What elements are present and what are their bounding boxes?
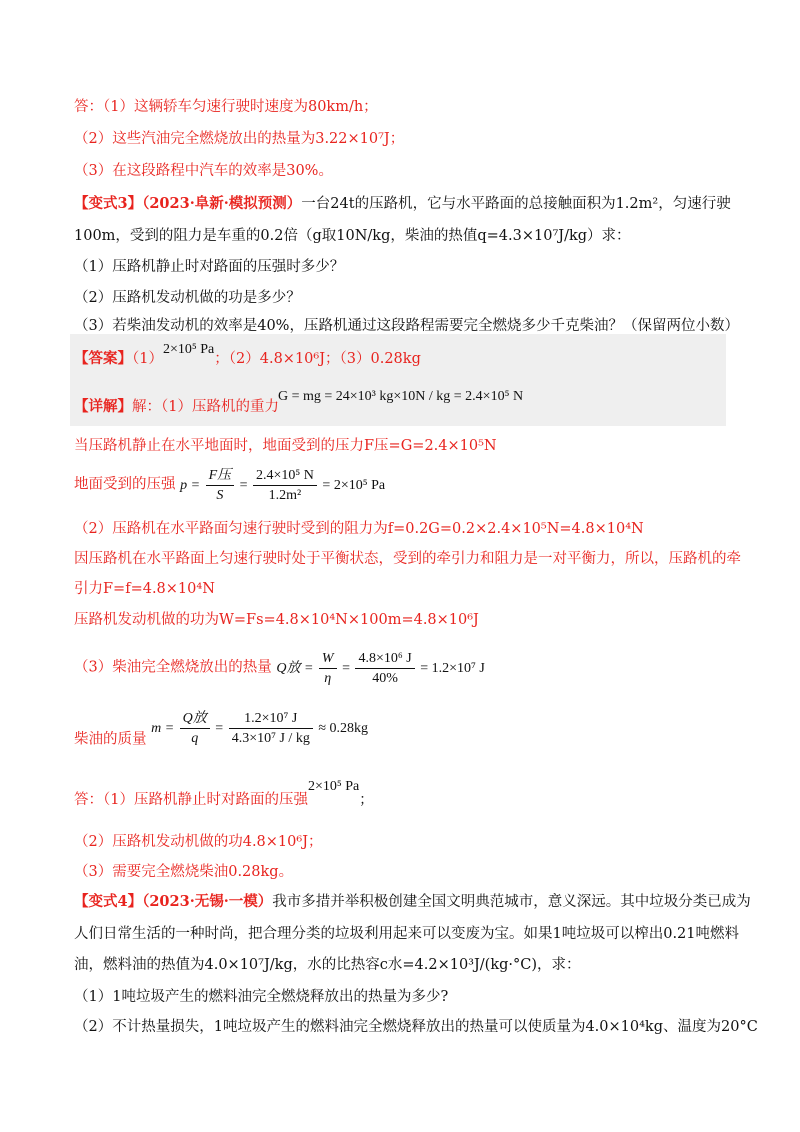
step-2-label: 地面受到的压强	[74, 476, 176, 493]
answer-line-1: 答：（1）这辆轿车匀速行驶时速度为80km/h；	[74, 99, 378, 115]
variant-3-header	[74, 194, 731, 214]
step-7-label: 柴油的质量	[74, 731, 147, 748]
final-answer-1-pressure: 2×10⁵ Pa	[307, 779, 360, 794]
pressure-eq-right: = 2×10⁵ Pa	[322, 477, 386, 493]
heat-frac-2-num: 4.8×10⁶ J	[355, 650, 414, 669]
mass-eq-left: m =	[151, 720, 175, 736]
step-4: 因压路机在水平路面上匀速行驶时处于平衡状态，受到的牵引力和阻力是一对平衡力，所以，压路机的牵	[74, 551, 741, 567]
variant-4-source: （2023·无锡·一模）	[142, 893, 273, 910]
step-2	[74, 467, 385, 504]
variant-3-text-2: 100m，受到的阻力是车重的0.2倍（g取10N/kg，柴油的热值q=4.3×10⁷J/kg）求：	[74, 228, 631, 244]
final-answer-1-text: 答：（1）压路机静止时对路面的压强	[74, 792, 308, 808]
question-2: （2）压路机发动机做的功是多少？	[74, 290, 301, 306]
answer-line-2: （2）这些汽油完全燃烧放出的热量为3.22×10⁷J；	[74, 131, 405, 147]
step-6-label: （3）柴油完全燃烧放出的热量	[74, 659, 272, 676]
step-7	[74, 711, 369, 759]
answer-tag: 【答案】	[74, 350, 132, 367]
heat-frac-2	[355, 650, 414, 687]
mass-frac-1-den: q	[191, 731, 199, 746]
pressure-frac-2-den: 1.2m²	[268, 488, 302, 503]
heat-eq-right: = 1.2×10⁷ J	[420, 660, 485, 676]
step-4b: 引力F=f=4.8×10⁴N	[74, 581, 215, 597]
variant-4-tag: 【变式4】	[74, 893, 143, 910]
heat-frac-1-num: W	[319, 650, 337, 669]
variant-3-text: 一台24t的压路机，它与水平路面的总接触面积为1.2m²，匀速行驶	[301, 196, 731, 212]
answer-line-3: （3）在这段路程中汽车的效率是30%。	[74, 163, 333, 179]
answer-pressure: 2×10⁵ Pa	[162, 342, 215, 357]
step-1: 当压路机静止在水平地面时，地面受到的压力F压=G=2.4×10⁵N	[74, 438, 497, 454]
mass-frac-2-num: 1.2×10⁷ J	[229, 710, 313, 729]
question-1: （1）压路机静止时对路面的压强时多少？	[74, 259, 345, 275]
answer-part-1: （1）	[132, 351, 163, 367]
pressure-frac-1-num: F压	[206, 467, 235, 486]
heat-eq-left: Q放 =	[276, 660, 314, 676]
step-3: （2）压路机在水平路面匀速行驶时受到的阻力为f=0.2G=0.2×2.4×10⁵N=4.8×10⁴N	[74, 521, 644, 537]
detail-header	[74, 397, 279, 417]
variant-4-header	[74, 892, 751, 912]
heat-frac-2-den: 40%	[372, 671, 398, 686]
heat-frac-1-den: η	[324, 671, 332, 686]
pressure-frac-1	[206, 467, 235, 504]
mass-equation: m = $\frac{\text{Q放}}{q}$ = $\frac{\text{1.2×10⁷ J}}{\text{4.3×10⁷ J / kg}}$ ≈ 0.28kg	[151, 711, 369, 746]
answer-rest: ；（2）4.8×10⁶J；（3）0.28kg	[214, 351, 421, 367]
detail-text: 解：（1）压路机的重力	[132, 399, 279, 415]
variant-4-text: 我市多措并举积极创建全国文明典范城市，意义深远。其中垃圾分类已成为	[272, 894, 751, 910]
gravity-equation: G = mg = 24×10³ kg×10N / kg = 2.4×10⁵ N	[278, 389, 524, 404]
mass-frac-2-den: 4.3×10⁷ J / kg	[231, 731, 310, 746]
variant-4-question-2: （2）不计热量损失，1吨垃圾产生的燃料油完全燃烧释放出的热量可以使质量为4.0×10⁴kg、温度为20°C	[74, 1019, 758, 1035]
heat-equation: Q放 = $\frac{W}{\eta}$ = $\frac{\text{4.8×10⁶ J}}{40\%}$ = 1.2×10⁷ J	[276, 651, 485, 686]
heat-frac-1	[319, 650, 337, 687]
step-5: 压路机发动机做的功为W=Fs=4.8×10⁴N×100m=4.8×10⁶J	[74, 612, 479, 628]
pressure-frac-2	[253, 467, 317, 504]
pressure-frac-2-num: 2.4×10⁵ N	[253, 467, 317, 486]
final-answer-3: （3）需要完全燃烧柴油0.28kg。	[74, 864, 294, 880]
answer-summary	[74, 342, 421, 370]
final-answer-2: （2）压路机发动机做的功4.8×10⁶J；	[74, 834, 323, 850]
final-answer-1	[74, 779, 374, 811]
variant-3-tag: 【变式3】	[74, 195, 143, 212]
variant-4-text-3: 油，燃料油的热值为4.0×10⁷J/kg，水的比热容c水=4.2×10³J/(kg·°C)，求：	[74, 957, 581, 973]
mass-frac-1	[180, 710, 210, 747]
mass-frac-1-num: Q放	[180, 710, 210, 729]
pressure-equation: p = $\frac{\text{F压}}{S}$ = $\frac{\text{2.4×10⁵ N}}{\text{1.2m²}}$ = 2×10⁵ Pa	[180, 468, 386, 503]
pressure-frac-1-den: S	[216, 488, 224, 503]
pressure-eq-left: p =	[180, 477, 201, 493]
final-answer-1-end: ；	[359, 793, 374, 808]
step-6	[74, 650, 485, 687]
variant-4-question-1: （1）1吨垃圾产生的燃料油完全燃烧释放出的热量为多少?	[74, 989, 449, 1005]
mass-frac-2	[229, 710, 313, 747]
question-3: （3）若柴油发动机的效率是40%，压路机通过这段路程需要完全燃烧多少千克柴油？（保留两位小数）	[74, 318, 739, 334]
detail-tag: 【详解】	[74, 398, 132, 415]
variant-3-source: （2023·阜新·模拟预测）	[142, 195, 302, 212]
variant-4-text-2: 人们日常生活的一种时尚，把合理分类的垃圾利用起来可以变废为宝。如果1吨垃圾可以榨出0.21吨燃料	[74, 926, 740, 942]
mass-eq-right: ≈ 0.28kg	[318, 720, 369, 736]
